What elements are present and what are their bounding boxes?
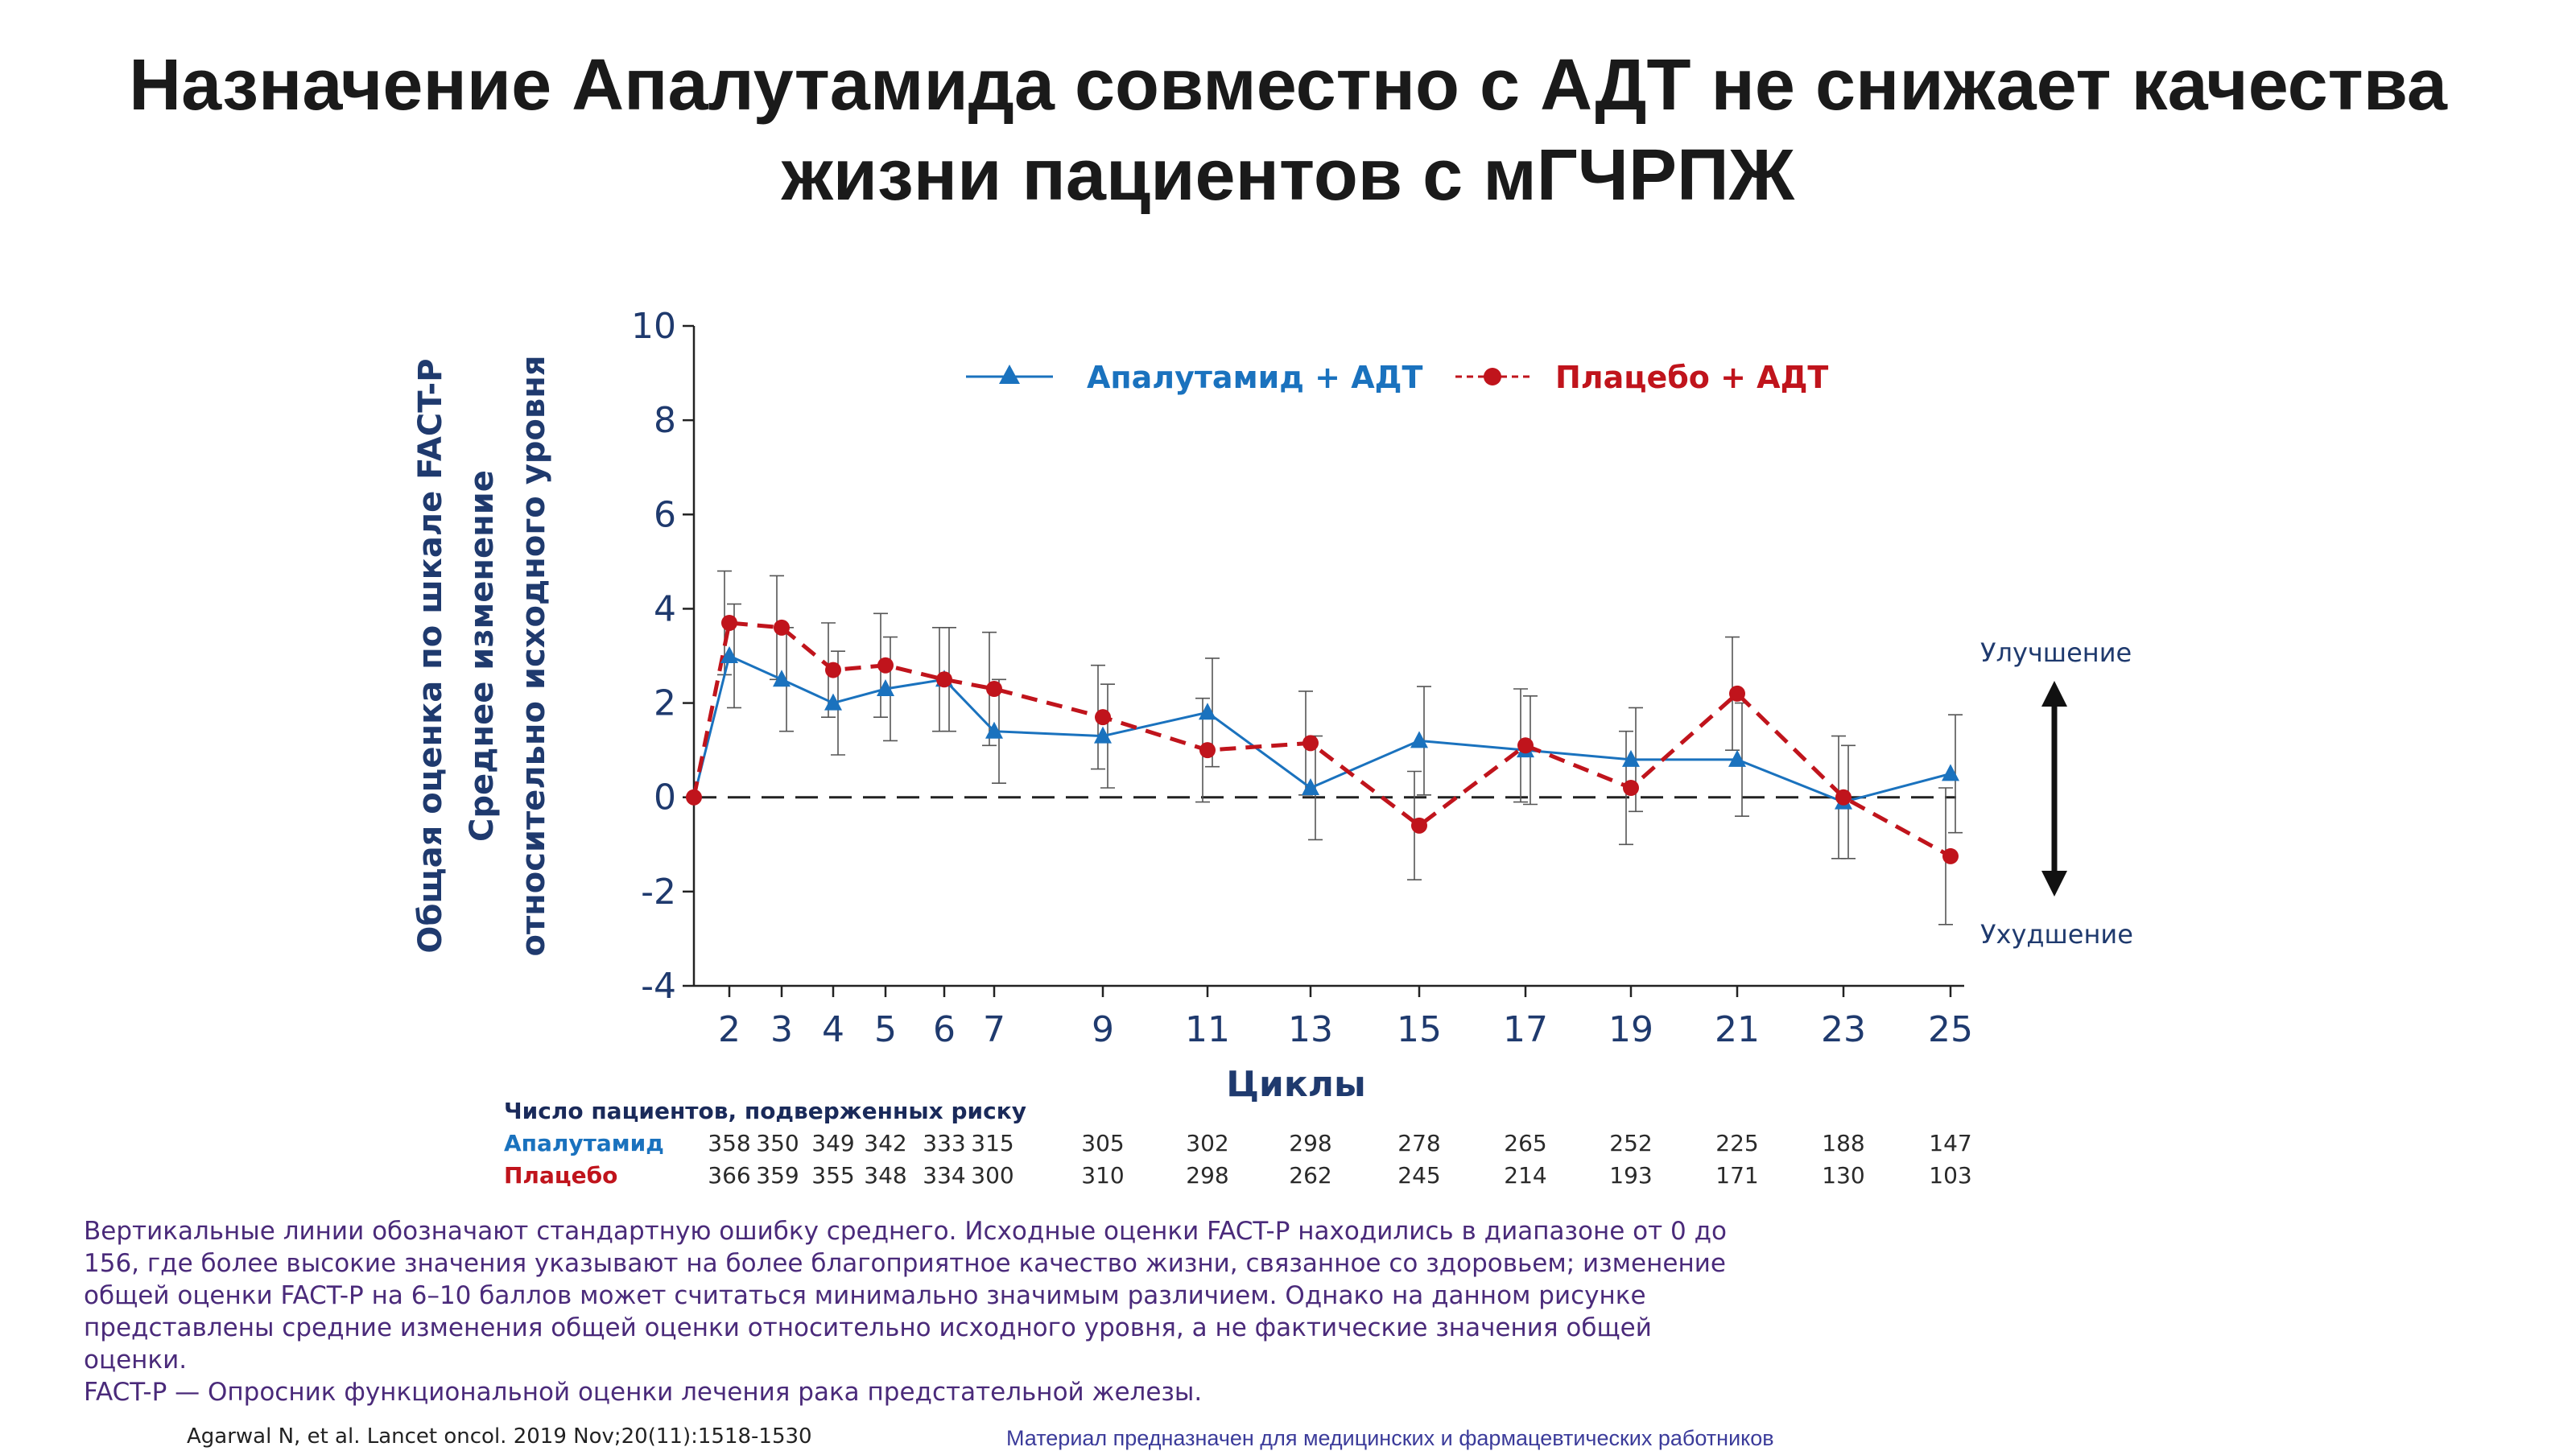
- footnote-line: представлены средние изменения общей оценки относительно исходного уровня, а не фактические значения общей: [84, 1313, 1652, 1342]
- x-tick-label: 9: [1092, 1009, 1114, 1050]
- y-tick-label: 10: [631, 306, 676, 347]
- data-point-placebo: [1199, 742, 1216, 758]
- risk-cell: 278: [1397, 1130, 1441, 1156]
- x-tick-label: 11: [1185, 1009, 1230, 1050]
- risk-cell: 245: [1397, 1162, 1441, 1189]
- data-point-placebo: [686, 789, 702, 806]
- risk-cell: 359: [756, 1162, 799, 1189]
- reference-citation: Agarwal N, et al. Lancet oncol. 2019 Nov;20(11):1518-1530: [187, 1424, 812, 1449]
- disclaimer-text: Материал предназначен для медицинских и фармацевтических работников: [1006, 1426, 1774, 1450]
- risk-cell: 298: [1186, 1162, 1229, 1189]
- x-tick-label: 4: [822, 1009, 844, 1050]
- risk-cell: 302: [1186, 1130, 1229, 1156]
- risk-cell: 333: [923, 1130, 966, 1156]
- data-point-apalutamide: [1942, 764, 1959, 781]
- data-point-placebo: [1095, 709, 1111, 725]
- direction-arrow-down-head: [2041, 871, 2067, 897]
- x-tick-label: 3: [770, 1009, 793, 1050]
- risk-cell: 358: [708, 1130, 751, 1156]
- risk-cell: 305: [1081, 1130, 1125, 1156]
- y-axis-label-line: относительно исходного уровня: [515, 355, 552, 957]
- y-tick-label: 0: [654, 777, 676, 818]
- data-point-placebo: [1729, 686, 1745, 702]
- y-tick-label: 8: [654, 400, 676, 442]
- risk-cell: 188: [1822, 1130, 1865, 1156]
- data-point-placebo: [1517, 737, 1534, 753]
- risk-table-header: Число пациентов, подверженных риску: [504, 1098, 1026, 1124]
- risk-cell: 214: [1504, 1162, 1547, 1189]
- data-point-placebo: [986, 681, 1002, 697]
- legend-apalutamide-marker: [999, 365, 1020, 384]
- x-tick-label: 19: [1608, 1009, 1653, 1050]
- footnote-line: Вертикальные линии обозначают стандартную ошибку среднего. Исходные оценки FACT-P находились в диапазоне от 0 до: [84, 1217, 1727, 1246]
- legend-apalutamide-label: Апалутамид + АДТ: [1087, 360, 1423, 395]
- risk-cell: 355: [811, 1162, 855, 1189]
- risk-cell: 265: [1504, 1130, 1547, 1156]
- y-tick-label: -2: [641, 871, 676, 913]
- risk-cell: 103: [1929, 1162, 1972, 1189]
- legend-placebo-label: Плацебо + АДТ: [1555, 360, 1829, 395]
- data-point-placebo: [1411, 818, 1427, 834]
- risk-cell: 262: [1289, 1162, 1332, 1189]
- risk-cell: 315: [971, 1130, 1014, 1156]
- data-point-placebo: [825, 662, 841, 678]
- legend-placebo-marker: [1484, 368, 1501, 385]
- footnote-line: 156, где более высокие значения указывают на более благоприятное качество жизни, связанное со здоровьем; изменение: [84, 1249, 1726, 1278]
- slide-title-line-1: Назначение Апалутамида совместно с АДТ не снижает качества: [129, 45, 2447, 126]
- y-tick-label: 4: [654, 588, 676, 630]
- risk-cell: 349: [811, 1130, 855, 1156]
- risk-cell: 252: [1609, 1130, 1653, 1156]
- data-point-placebo: [1302, 735, 1319, 751]
- risk-cell: 310: [1081, 1162, 1125, 1189]
- risk-row-label: Апалутамид: [504, 1130, 664, 1156]
- risk-cell: 298: [1289, 1130, 1332, 1156]
- x-tick-label: 13: [1288, 1009, 1333, 1050]
- data-point-apalutamide: [720, 646, 738, 663]
- risk-cell: 350: [756, 1130, 799, 1156]
- data-point-placebo: [721, 615, 737, 631]
- x-tick-label: 17: [1503, 1009, 1548, 1050]
- data-point-placebo: [1942, 848, 1959, 864]
- risk-cell: 130: [1822, 1162, 1865, 1189]
- x-tick-label: 6: [933, 1009, 956, 1050]
- x-tick-label: 5: [874, 1009, 897, 1050]
- data-point-apalutamide: [773, 670, 791, 686]
- risk-cell: 147: [1929, 1130, 1972, 1156]
- risk-cell: 300: [971, 1162, 1014, 1189]
- data-point-placebo: [774, 620, 790, 636]
- risk-cell: 171: [1715, 1162, 1759, 1189]
- footnote-line: оценки.: [84, 1346, 188, 1375]
- data-point-placebo: [1623, 780, 1639, 796]
- risk-cell: 334: [923, 1162, 966, 1189]
- data-point-placebo: [877, 657, 894, 674]
- x-tick-label: 7: [983, 1009, 1005, 1050]
- footnote: [84, 1215, 1887, 1408]
- data-point-placebo: [1835, 789, 1852, 806]
- series-line-apalutamide: [694, 656, 1951, 802]
- y-tick-label: 2: [654, 682, 676, 724]
- risk-cell: 366: [708, 1162, 751, 1189]
- risk-cell: 348: [864, 1162, 907, 1189]
- risk-cell: 225: [1715, 1130, 1759, 1156]
- deterioration-label: Ухудшение: [1980, 919, 2133, 950]
- x-tick-label: 23: [1821, 1009, 1866, 1050]
- slide-title-line-2: жизни пациентов с мГЧРПЖ: [781, 135, 1795, 216]
- data-point-apalutamide: [1302, 778, 1319, 795]
- improvement-label: Улучшение: [1980, 637, 2132, 668]
- footnote-line: FACT-P — Опросник функциональной оценки лечения рака предстательной железы.: [84, 1378, 1203, 1407]
- x-tick-label: 21: [1715, 1009, 1760, 1050]
- x-tick-label: 15: [1397, 1009, 1442, 1050]
- y-tick-label: 6: [654, 494, 676, 536]
- x-axis-label: Циклы: [1226, 1064, 1366, 1105]
- y-axis-label-line: Общая оценка по шкале FACT-P: [412, 358, 449, 954]
- data-point-apalutamide: [1410, 731, 1428, 748]
- x-tick-label: 25: [1928, 1009, 1973, 1050]
- data-point-placebo: [936, 671, 952, 687]
- footnote-line: общей оценки FACT-P на 6–10 баллов может считаться минимально значимым различием. Однако на данном рисунке: [84, 1281, 1646, 1310]
- data-point-apalutamide: [1199, 703, 1216, 719]
- risk-cell: 342: [864, 1130, 907, 1156]
- direction-arrow-up-head: [2041, 681, 2067, 707]
- risk-row-label: Плацебо: [504, 1162, 618, 1189]
- risk-cell: 193: [1609, 1162, 1653, 1189]
- y-tick-label: -4: [641, 966, 676, 1007]
- x-tick-label: 2: [718, 1009, 741, 1050]
- y-axis-label-line: Среднее изменение: [464, 470, 501, 842]
